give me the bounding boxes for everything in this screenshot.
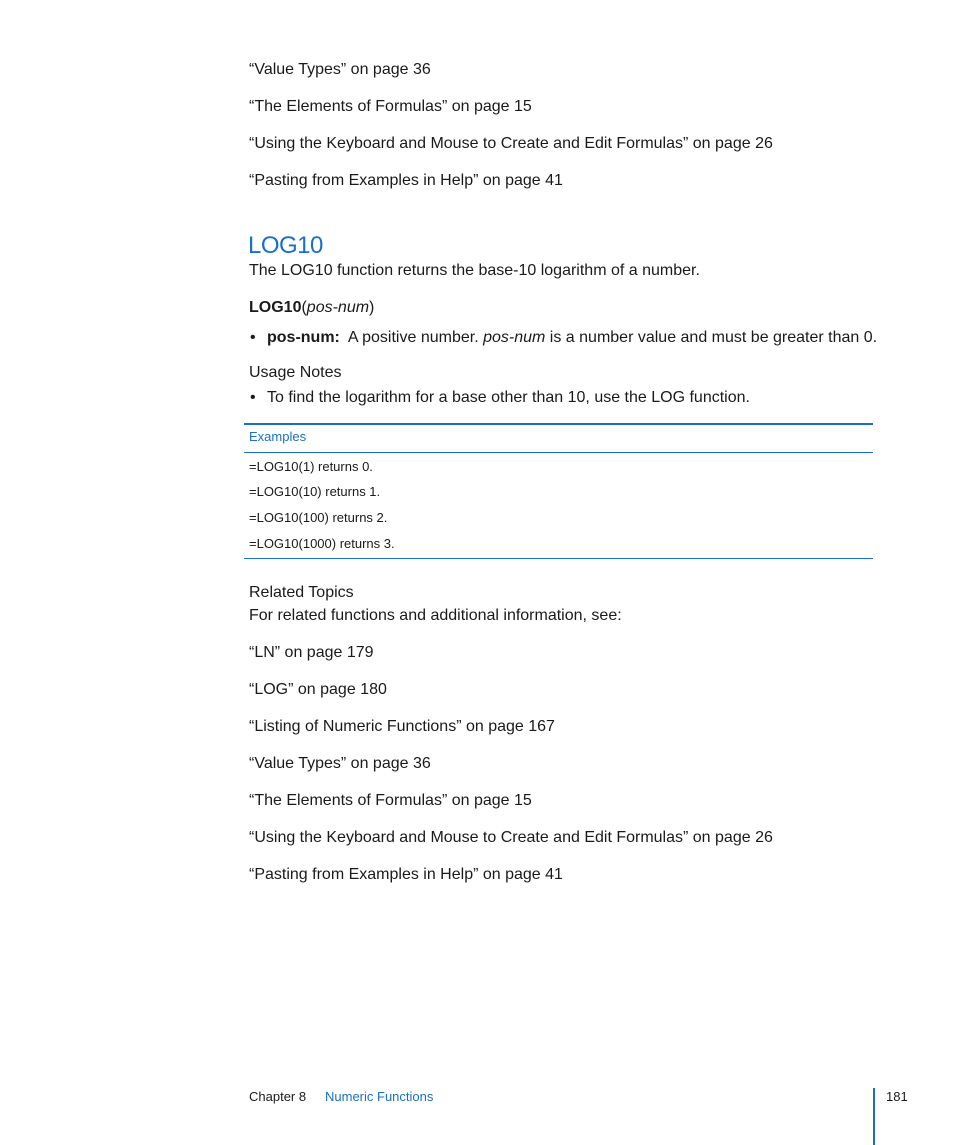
argument-italic: pos-num: [483, 329, 546, 346]
related-ref-numeric-functions[interactable]: “Listing of Numeric Functions” on page 167: [249, 718, 555, 735]
argument-description: [267, 328, 877, 348]
examples-header-divider: [244, 452, 873, 453]
top-ref-value-types[interactable]: “Value Types” on page 36: [249, 61, 431, 78]
related-ref-elements-of-formulas[interactable]: “The Elements of Formulas” on page 15: [249, 792, 532, 809]
related-ref-ln[interactable]: “LN” on page 179: [249, 644, 374, 661]
top-ref-keyboard-mouse[interactable]: “Using the Keyboard and Mouse to Create and Edit Formulas” on page 26: [249, 135, 773, 152]
syntax-close-paren: ): [369, 299, 375, 316]
example-line: =LOG10(1) returns 0.: [249, 459, 373, 474]
related-ref-value-types[interactable]: “Value Types” on page 36: [249, 755, 431, 772]
page-number: 181: [886, 1089, 908, 1104]
related-ref-keyboard-mouse[interactable]: “Using the Keyboard and Mouse to Create and Edit Formulas” on page 26: [249, 829, 773, 846]
section-description: The LOG10 function returns the base-10 logarithm of a number.: [249, 262, 700, 279]
example-line: =LOG10(1000) returns 3.: [249, 536, 395, 551]
syntax-function-name: LOG10: [249, 299, 302, 316]
related-ref-log[interactable]: “LOG” on page 180: [249, 681, 387, 698]
related-ref-pasting-examples[interactable]: “Pasting from Examples in Help” on page 41: [249, 866, 563, 883]
top-ref-pasting-examples[interactable]: “Pasting from Examples in Help” on page 41: [249, 172, 563, 189]
example-line: =LOG10(100) returns 2.: [249, 510, 388, 525]
related-topics-intro: For related functions and additional information, see:: [249, 607, 622, 624]
syntax-open-paren: (: [301, 299, 307, 316]
usage-note-bullet: •: [250, 389, 256, 406]
footer-chapter-title[interactable]: Numeric Functions: [325, 1089, 434, 1104]
section-title: LOG10: [248, 232, 323, 259]
footer-divider: [873, 1088, 875, 1145]
syntax-argument: pos-num: [306, 299, 370, 316]
usage-note-text: To find the logarithm for a base other than 10, use the LOG function.: [267, 389, 750, 406]
argument-text-2: is a number value and must be greater than 0.: [549, 329, 878, 346]
argument-bullet: •: [250, 329, 256, 346]
footer-chapter-label: Chapter 8: [249, 1089, 307, 1104]
argument-text-1: A positive number.: [347, 329, 479, 346]
example-line: =LOG10(10) returns 1.: [249, 484, 381, 499]
top-ref-elements-of-formulas[interactable]: “The Elements of Formulas” on page 15: [249, 98, 532, 115]
usage-notes-heading: Usage Notes: [249, 364, 342, 381]
examples-title: Examples: [249, 429, 307, 444]
syntax-line: [249, 298, 374, 318]
argument-name: pos-num:: [267, 329, 340, 346]
related-topics-heading: Related Topics: [249, 584, 354, 601]
